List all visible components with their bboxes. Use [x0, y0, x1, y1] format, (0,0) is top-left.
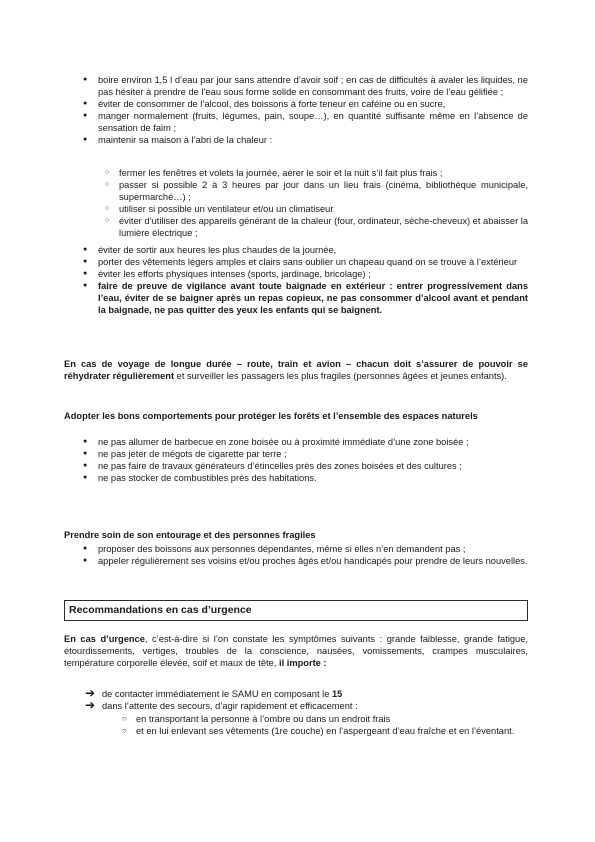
emergency-symptoms: , c’est-à-dire si l’on constate les symptômes suivants : grande faiblesse, grande fatigue, étourdissements, vertiges, troubles de la conscience, nausées, vomissements, crampes musculaires, température corporelle élevée, soif et maux de tête, — [64, 634, 528, 669]
emergency-substeps — [122, 713, 528, 737]
heat-advice-list — [83, 74, 528, 147]
bullet-icon: ● — [83, 557, 88, 565]
list-item: ● ne pas allumer de barbecue en zone boisée ou à proximité immédiate d’une zone boisée ; — [83, 437, 469, 447]
emergency-section-title: Recommandations en cas d’urgence — [69, 604, 252, 616]
hollow-bullet-icon: ○ — [122, 726, 127, 736]
sublist-item: ○ fermer les fenêtres et volets la journée, aérer le soir et la nuit s’il fait plus frais ; — [105, 168, 443, 178]
list-item: ● éviter les efforts physiques intenses (sports, jardinage, bricolage) ; — [83, 269, 371, 280]
hollow-bullet-icon: ○ — [105, 205, 110, 213]
hollow-bullet-icon: ○ — [122, 714, 127, 723]
bullet-icon: ● — [83, 438, 88, 445]
list-item: ● éviter de sortir aux heures les plus chaudes de la journée, — [83, 245, 337, 255]
emergency-steps — [85, 686, 528, 713]
bullet-icon: ● — [83, 100, 88, 108]
care-heading: Prendre soin de son entourage et des personnes fragiles — [64, 530, 316, 540]
list-item: ● maintenir sa maison à l’abri de la chaleur : — [83, 135, 273, 146]
travel-paragraph — [64, 358, 528, 382]
bullet-icon: ● — [83, 462, 88, 470]
list-item: ● boire environ 1,5 l d’eau par jour sans attendre d’avoir soif ; en cas de difficultés à avaler les liquides, ne pas hésiter à prendre de l’eau sous forme solide en consommant des fruits, voire de l’eau gélifiée ; — [83, 75, 528, 98]
hollow-bullet-icon: ○ — [105, 169, 110, 176]
arrow-right-icon: ➔ — [85, 686, 96, 700]
hollow-bullet-icon: ○ — [105, 181, 110, 189]
emergency-step: ➔ de contacter immédiatement le SAMU en composant le 15 — [85, 686, 343, 700]
list-item: ● ne pas stocker de combustibles près des habitations. — [83, 473, 317, 484]
list-item: ● manger normalement (fruits, légumes, pain, soupe…), en quantité suffisante même en l’absence de sensation de faim ; — [83, 111, 528, 134]
forest-heading: Adopter les bons comportements pour protéger les forêts et l’ensemble des espaces naturels — [64, 411, 478, 421]
behaviour-advice-list — [83, 244, 528, 317]
sublist-item: ○ passer si possible 2 à 3 heures par jour dans un lieu frais (cinéma, bibliothèque municipale, supermarché…) ; — [105, 180, 528, 203]
travel-rest: et surveiller les passagers les plus fragiles (personnes âgées et jeunes enfants). — [174, 371, 507, 382]
emergency-substep: ○ et en lui enlevant ses vêtements (1re couche) en l’aspergeant d’eau fraîche et en l’éventant. — [122, 726, 515, 737]
list-item: ● ne pas jeter de mégots de cigarette par terre ; — [83, 449, 287, 460]
hollow-bullet-icon: ○ — [105, 217, 110, 225]
emergency-substep: ○ en transportant la personne à l’ombre ou dans un endroit frais — [122, 714, 391, 724]
emergency-section-box — [64, 600, 528, 621]
bullet-icon: ● — [83, 474, 88, 482]
travel-lead: En cas de voyage de longue durée – route, train et avion – chacun doit s’assurer de pouvoir se réhydrater régulièrement — [64, 359, 528, 382]
list-item: ● faire de preuve de vigilance avant toute baignade en extérieur : entrer progressivement dans l’eau, éviter de se baigner après un repas copieux, ne pas consommer d’alcool avant et pendant la baignade, ne pas quitter des yeux les enfants qui se baignent. — [83, 281, 528, 316]
arrow-right-icon: ➔ — [85, 698, 96, 713]
bullet-icon: ● — [83, 136, 88, 144]
list-item: ● porter des vêtements légers amples et clairs sans oublier un chapeau quand on se trouve à l’extérieur — [83, 257, 518, 268]
list-item: ● appeler régulièrement ses voisins et/ou proches âgés et/ou handicapés pour prendre de leurs nouvelles. — [83, 556, 528, 567]
emergency-tail: il importe — [279, 658, 321, 669]
bullet-icon: ● — [83, 112, 88, 120]
bullet-icon: ● — [83, 545, 88, 552]
list-item: ● proposer des boissons aux personnes dépendantes, même si elles n’en demandent pas ; — [83, 544, 466, 554]
emergency-lead: En cas d’urgence — [64, 634, 145, 644]
sublist-item: ○ utiliser si possible un ventilateur et/ou un climatiseur — [105, 204, 334, 215]
bullet-icon: ● — [83, 76, 88, 83]
samu-number: 15 — [331, 689, 343, 699]
emergency-step: ➔ dans l’attente des secours, d’agir rapidement et efficacement : — [85, 698, 358, 713]
forest-list — [83, 436, 528, 484]
care-list — [83, 543, 528, 567]
emergency-intro: En cas d’urgence, c’est-à-dire si l’on constate les symptômes suivants : grande faiblesse, grande fatigue, étourdissements, vertiges, troubles de la conscience, nausées, vomissements, crampes musculaires, température corporelle élevée, soif et maux de tête, il importe : — [64, 634, 528, 669]
bullet-icon: ● — [83, 282, 88, 290]
bullet-icon: ● — [83, 246, 88, 253]
bullet-icon: ● — [83, 450, 88, 458]
home-cooling-sublist — [105, 167, 528, 240]
bullet-icon: ● — [83, 270, 88, 278]
list-item: ● ne pas faire de travaux générateurs d’étincelles près des zones boisées et des cultures ; — [83, 461, 462, 472]
list-item: ● éviter de consommer de l’alcool, des boissons à forte teneur en caféine ou en sucre, — [83, 99, 446, 110]
sublist-item: ○ éviter d’utiliser des appareils générant de la chaleur (four, ordinateur, sèche-cheveux) et abaisser la lumière électrique ; — [105, 216, 528, 239]
bullet-icon: ● — [83, 258, 88, 266]
